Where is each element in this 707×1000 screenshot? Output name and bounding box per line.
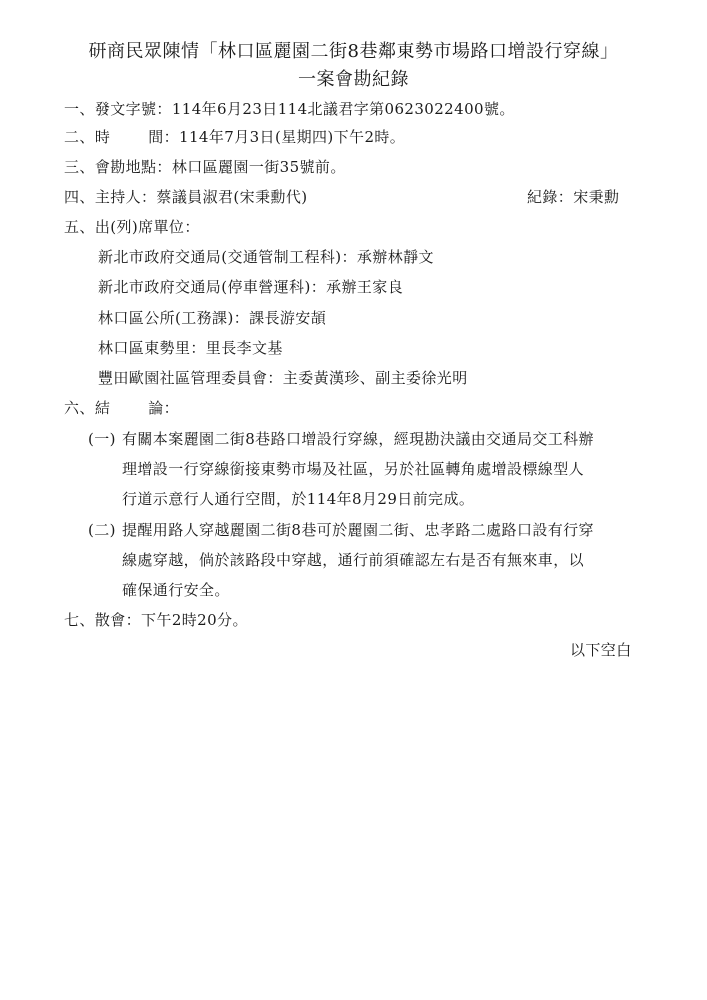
item-send-number: [64, 98, 515, 120]
item-text: 114年7月3日(星期四)下午2時。: [179, 128, 406, 146]
attendee-item: 林口區東勢里：里長李文基: [98, 339, 283, 357]
item-label-a: 結: [94, 399, 111, 417]
attendee-item: 新北市政府交通局(交通管制工程科)：承辦林靜文: [98, 248, 434, 266]
item-label-a: 時: [94, 128, 111, 146]
item-time: [64, 126, 405, 148]
item-recorder: 紀錄：宋秉勳: [527, 188, 620, 206]
item-number: 四、: [64, 188, 95, 206]
item-host: [64, 186, 308, 208]
item-number: 三、: [64, 158, 95, 176]
conclusion-2-line: 提醒用路人穿越麗園二街8巷可於麗園二街、忠孝路二處路口設有行穿: [122, 521, 594, 539]
item-text: 蔡議員淑君(宋秉勳代): [156, 188, 308, 206]
item-text: 下午2時20分。: [141, 611, 248, 629]
item-label: 發文字號：: [94, 100, 172, 118]
conclusion-2-line: 線處穿越，倘於該路段中穿越，通行前須確認左右是否有無來車，以: [122, 551, 585, 569]
conclusion-2-line: 確保通行安全。: [122, 581, 230, 599]
conclusion-1-number: (一): [88, 430, 116, 448]
attendee-item: 林口區公所(工務課)：課長游安頡: [98, 309, 327, 327]
item-label: 出(列)席單位：: [94, 218, 200, 236]
item-adjourn: [64, 609, 248, 631]
item-number: 二、: [64, 128, 95, 146]
document-title-line2: 一案會勘紀錄: [298, 69, 409, 90]
item-label-b: 間：: [148, 128, 180, 146]
item-text: 114年6月23日114北議君字第0623022400號。: [171, 100, 515, 118]
item-text: 林口區麗園一街35號前。: [171, 158, 346, 176]
item-label-b: 論：: [148, 399, 180, 417]
document-title-line1: 研商民眾陳情「林口區麗園二街8巷鄰東勢市場路口增設行穿線」: [88, 41, 619, 62]
conclusion-1-line: 有關本案麗園二街8巷路口增設行穿線，經現勘決議由交通局交工科辦: [122, 430, 594, 448]
item-label: 主持人：: [94, 188, 157, 206]
item-attend: [64, 216, 200, 238]
item-label: 散會：: [94, 611, 142, 629]
item-label: 會勘地點：: [94, 158, 172, 176]
conclusion-1-line: 理增設一行穿線銜接東勢市場及社區，另於社區轉角處增設標線型人: [122, 460, 585, 478]
item-conclusion: [64, 397, 179, 419]
item-number: 六、: [64, 399, 95, 417]
attendee-item: 新北市政府交通局(停車營運科)：承辦王家良: [98, 278, 404, 296]
item-number: 五、: [64, 218, 95, 236]
item-number: 一、: [64, 100, 95, 118]
end-note: 以下空白: [570, 641, 632, 659]
conclusion-1-line: 行道示意行人通行空間，於114年8月29日前完成。: [122, 490, 475, 508]
item-place: [64, 156, 346, 178]
item-number: 七、: [64, 611, 95, 629]
attendee-item: 豐田歐園社區管理委員會：主委黃漢珍、副主委徐光明: [98, 369, 468, 387]
conclusion-2-number: (二): [88, 521, 116, 539]
